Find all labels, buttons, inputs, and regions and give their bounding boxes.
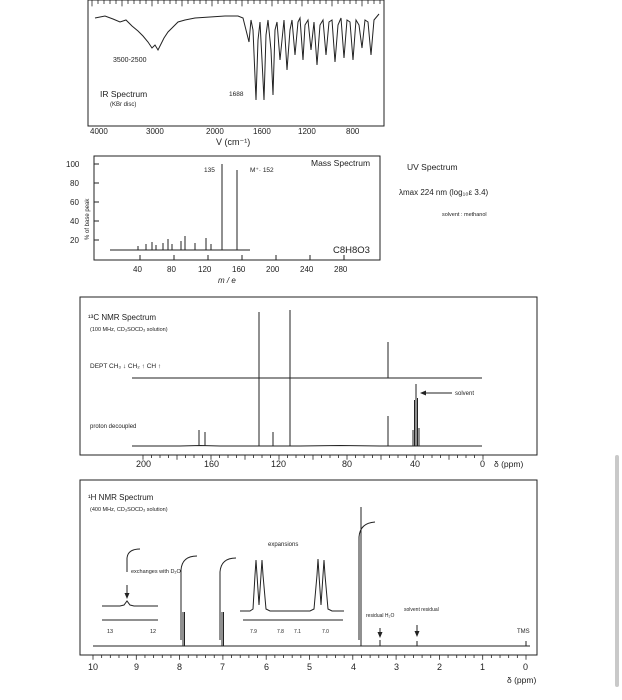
h1-solvent-label: solvent residual [404, 607, 439, 613]
ms-xtick-200: 200 [266, 265, 280, 274]
h1-xtick-9: 9 [134, 662, 140, 672]
ir-subtitle: (KBr disc) [110, 102, 137, 108]
h1-xtick-6: 6 [264, 662, 270, 672]
ms-ytick-20: 20 [70, 236, 79, 245]
h1-title: ¹H NMR Spectrum [88, 493, 154, 502]
ms-panel [66, 156, 380, 285]
ms-xtick-280: 280 [334, 265, 348, 274]
ms-peak-label-135: 135 [204, 167, 215, 174]
ms-ylabel: % of base peak [85, 198, 91, 240]
ms-xtick-240: 240 [300, 265, 314, 274]
h1-solvent-arrowhead [415, 631, 420, 637]
h1-xtick-3: 3 [394, 662, 400, 672]
h1-inset1-tick-12: 12 [150, 629, 157, 635]
c13-xtick-80: 80 [342, 459, 353, 469]
ms-peak-label-152: M⁺· 152 [250, 167, 274, 174]
ms-ytick-40: 40 [70, 217, 79, 226]
h1-aromatic-inset [240, 559, 344, 611]
ms-ytick-60: 60 [70, 198, 79, 207]
h1-exchanges-label: exchanges with D₂O [131, 569, 181, 575]
uv-solvent-line: solvent : methanol [442, 212, 487, 218]
ms-xtick-160: 160 [232, 265, 246, 274]
ms-small-peaks [138, 236, 211, 250]
uv-lambda-line: λmax 224 nm (log₁₀ε 3.4) [399, 188, 489, 197]
ms-xtick-120: 120 [198, 265, 212, 274]
ms-title: Mass Spectrum [311, 158, 371, 168]
c13-xtick-120: 120 [271, 459, 287, 469]
h1-xtick-7: 7 [220, 662, 226, 672]
ms-x-tickmarks [140, 255, 344, 260]
h1-exchange-box [128, 565, 172, 585]
ms-y-tickmarks [94, 164, 99, 240]
c13-decoupled-label: proton decoupled [90, 424, 137, 430]
c13-title: ¹³C NMR Spectrum [88, 313, 157, 322]
ir-band-label-broad: 3500-2500 [113, 57, 147, 64]
h1-xtick-8: 8 [177, 662, 183, 672]
c13-xtick-0: 0 [480, 459, 486, 469]
ir-title: IR Spectrum [100, 89, 148, 99]
ms-xlabel: m / e [218, 276, 236, 285]
ms-ytick-100: 100 [66, 160, 80, 169]
c13-axis-ticks [143, 455, 483, 460]
h1-xtick-0: 0 [523, 662, 529, 672]
ir-tick-1600: 1600 [253, 127, 271, 136]
h1-expansions-label: expansions [268, 542, 299, 548]
c13-solvent-multiplet [413, 384, 419, 446]
h1-inset2-tick-7.1: 7.1 [294, 629, 301, 635]
c13-panel [80, 297, 537, 469]
h1-xtick-1: 1 [480, 662, 486, 672]
c13-axis-unit: δ (ppm) [494, 459, 524, 469]
h1-inset2-tick-7.9: 7.9 [250, 629, 257, 635]
page-scrollbar[interactable] [615, 455, 619, 687]
h1-inset2-tick-7.0: 7.0 [322, 629, 329, 635]
ms-ytick-80: 80 [70, 179, 79, 188]
c13-xtick-160: 160 [204, 459, 220, 469]
uv-title: UV Spectrum [407, 162, 458, 172]
h1-inset2-tick-7.8: 7.8 [277, 629, 284, 635]
ir-tick-1200: 1200 [298, 127, 316, 136]
c13-xtick-40: 40 [410, 459, 421, 469]
ir-panel [88, 0, 384, 147]
c13-solvent-arrowhead [420, 391, 426, 396]
h1-inset1-tick-13: 13 [107, 629, 114, 635]
c13-decoupled-baseline [132, 446, 482, 447]
h1-xtick-5: 5 [307, 662, 313, 672]
ir-tick-3000: 3000 [146, 127, 164, 136]
ir-band-label-co: 1688 [229, 91, 244, 98]
h1-exchange-arrowhead [125, 593, 130, 599]
h1-subtitle: (400 MHz, CD₃SOCD₃ solution) [90, 507, 168, 513]
ir-top-ticks [92, 0, 380, 6]
h1-xtick-2: 2 [437, 662, 443, 672]
uv-panel [399, 162, 489, 218]
c13-dept-label: DEPT CH₃ ↓ CH₂ ↑ CH ↑ [90, 363, 162, 370]
h1-xtick-10: 10 [88, 662, 99, 672]
h1-panel [80, 480, 537, 685]
ir-tick-4000: 4000 [90, 127, 108, 136]
h1-water-arrowhead [378, 632, 383, 638]
h1-acid-inset [102, 601, 158, 606]
c13-solvent-label: solvent [455, 391, 475, 397]
ir-tick-2000: 2000 [206, 127, 224, 136]
ms-xtick-80: 80 [167, 265, 176, 274]
c13-xtick-200: 200 [136, 459, 152, 469]
h1-axis-ticks [93, 655, 526, 660]
ir-tick-800: 800 [346, 127, 360, 136]
ms-xtick-40: 40 [133, 265, 142, 274]
c13-subtitle: (100 MHz, CD₃SOCD₃ solution) [90, 327, 168, 333]
h1-tms-label: TMS [517, 629, 530, 635]
h1-water-label: residual H₂O [366, 613, 395, 619]
ir-axis-label: V (cm⁻¹) [216, 137, 251, 147]
h1-xtick-4: 4 [351, 662, 357, 672]
ms-formula: C8H8O3 [333, 245, 370, 256]
h1-axis-unit: δ (ppm) [507, 675, 537, 685]
